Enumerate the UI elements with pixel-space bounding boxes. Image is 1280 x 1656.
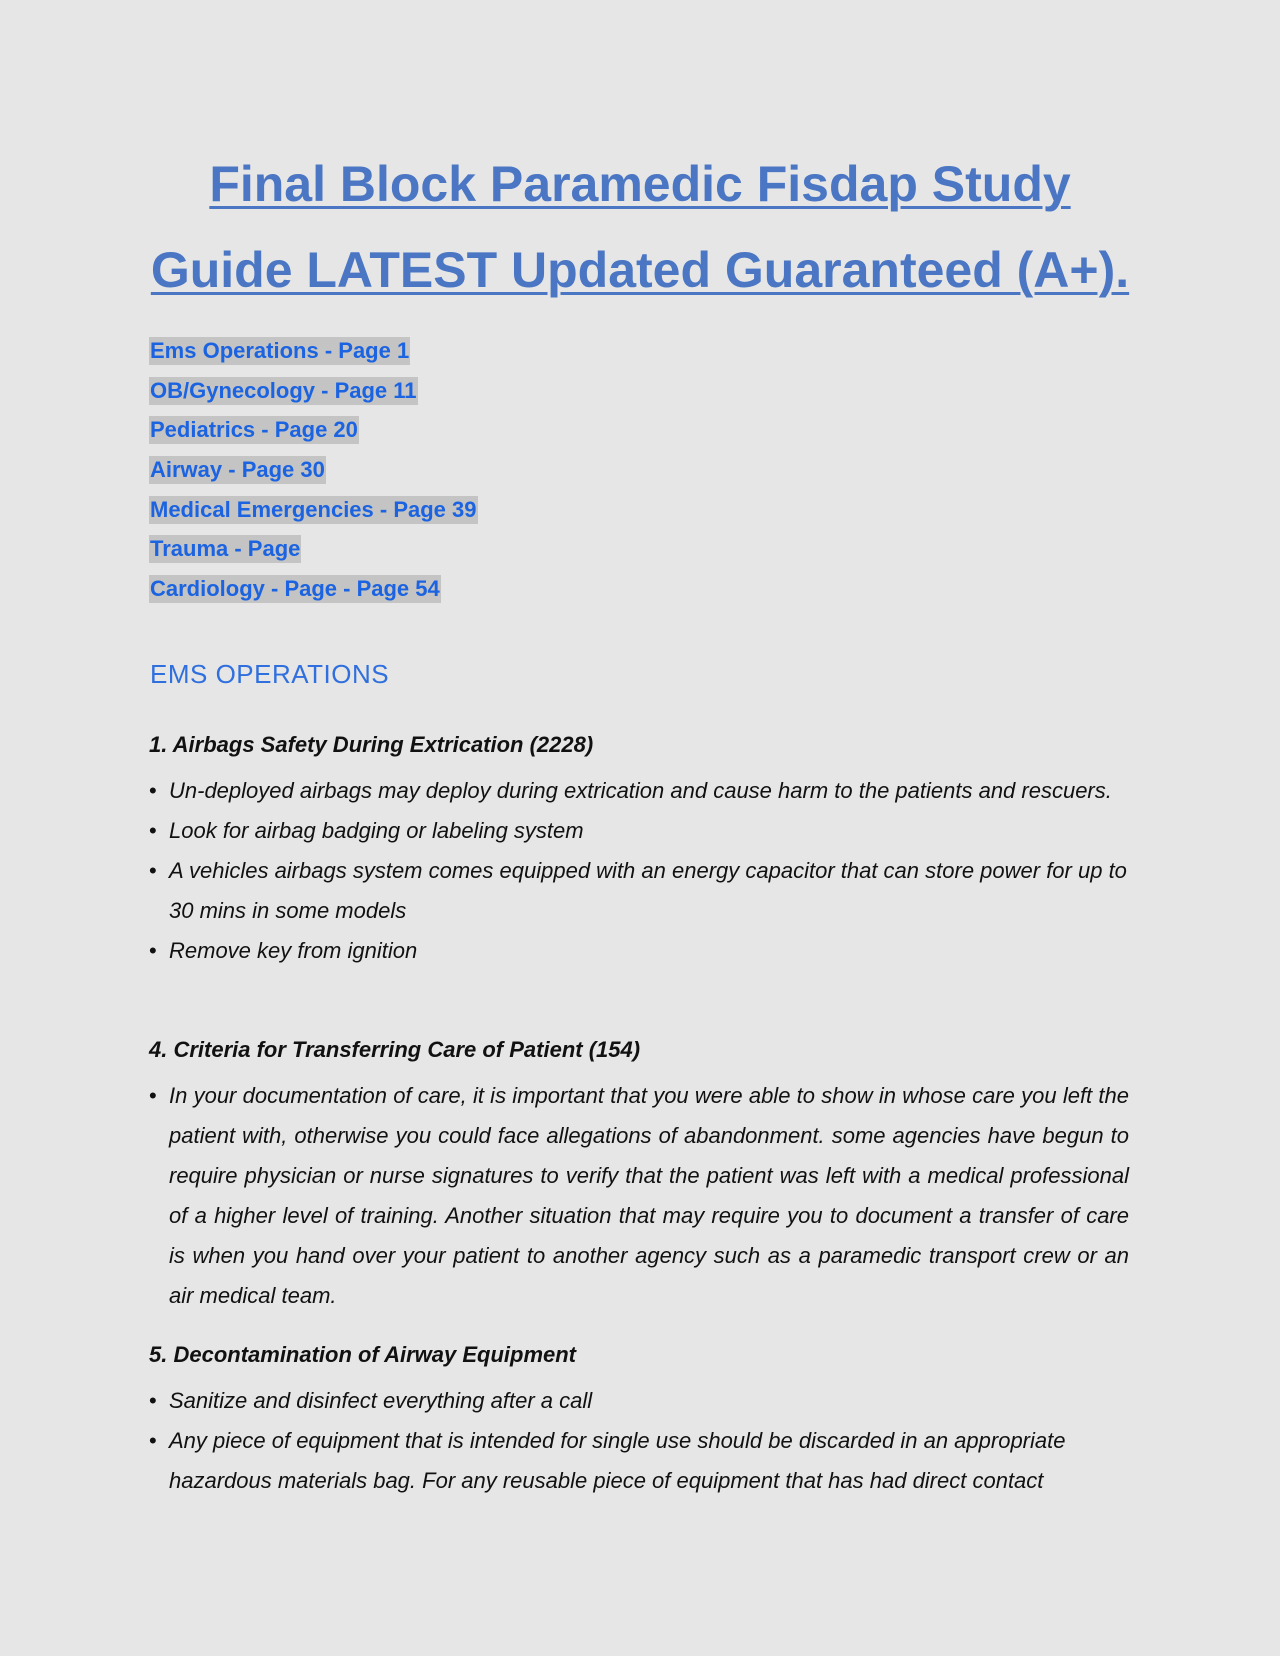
toc-link-pediatrics[interactable]: Pediatrics - Page 20 bbox=[150, 417, 358, 443]
toc-link-trauma[interactable]: Trauma - Page bbox=[150, 536, 301, 562]
toc-entry bbox=[149, 496, 478, 536]
bullet-item: • Sanitize and disinfect everything after a call bbox=[149, 1381, 1129, 1421]
study-item-transferring-care bbox=[149, 1036, 1129, 1316]
bullet-list bbox=[149, 1381, 1129, 1501]
toc-entry bbox=[149, 377, 478, 417]
toc-link-ems-operations[interactable]: Ems Operations - Page 1 bbox=[150, 338, 410, 363]
bullet-list bbox=[149, 771, 1129, 971]
toc-link-medical-emergencies[interactable]: Medical Emergencies - Page 39 bbox=[150, 496, 477, 522]
bullet-list bbox=[149, 1076, 1129, 1316]
toc-entry bbox=[149, 337, 478, 377]
table-of-contents bbox=[149, 337, 478, 615]
toc-entry bbox=[149, 575, 478, 615]
study-item-decontamination bbox=[149, 1341, 1129, 1501]
toc-entry bbox=[149, 456, 478, 496]
section-heading-ems-operations: EMS OPERATIONS bbox=[150, 659, 390, 689]
bullet-item: • In your documentation of care, it is important that you were able to show in whose care you left the patient with, otherwise you could face allegations of abandonment. some agencies have begun to require physician or nurse signatures to verify that the patient was left with a medical professional of a higher level of training. Another situation that may require you to document a transfer of care is when you hand over your patient to another agency such as a paramedic transport crew or an air medical team. bbox=[149, 1076, 1129, 1316]
toc-link-ob-gynecology[interactable]: OB/Gynecology - Page 11 bbox=[150, 377, 417, 403]
item-heading: 1. Airbags Safety During Extrication (2228) bbox=[149, 732, 594, 757]
item-heading: 4. Criteria for Transferring Care of Patient (154) bbox=[149, 1037, 641, 1062]
document-title-line-2: Guide LATEST Updated Guaranteed (A+). bbox=[150, 242, 1130, 298]
bullet-item: • Remove key from ignition bbox=[149, 931, 1129, 971]
bullet-item: • A vehicles airbags system comes equipped with an energy capacitor that can store power for up to 30 mins in some models bbox=[149, 851, 1129, 931]
study-item-airbags-safety bbox=[149, 731, 1129, 971]
toc-entry bbox=[149, 416, 478, 456]
document-title-line-1: Final Block Paramedic Fisdap Study bbox=[209, 156, 1071, 212]
item-heading: 5. Decontamination of Airway Equipment bbox=[149, 1342, 577, 1367]
bullet-item: • Look for airbag badging or labeling system bbox=[149, 811, 1129, 851]
toc-entry bbox=[149, 535, 478, 575]
toc-link-cardiology[interactable]: Cardiology - Page - Page 54 bbox=[150, 576, 440, 602]
bullet-item: • Un-deployed airbags may deploy during extrication and cause harm to the patients and rescuers. bbox=[149, 771, 1129, 811]
bullet-item: • Any piece of equipment that is intended for single use should be discarded in an appropriate hazardous materials bag. For any reusable piece of equipment that has had direct contact bbox=[149, 1421, 1129, 1501]
toc-link-airway[interactable]: Airway - Page 30 bbox=[150, 457, 325, 483]
